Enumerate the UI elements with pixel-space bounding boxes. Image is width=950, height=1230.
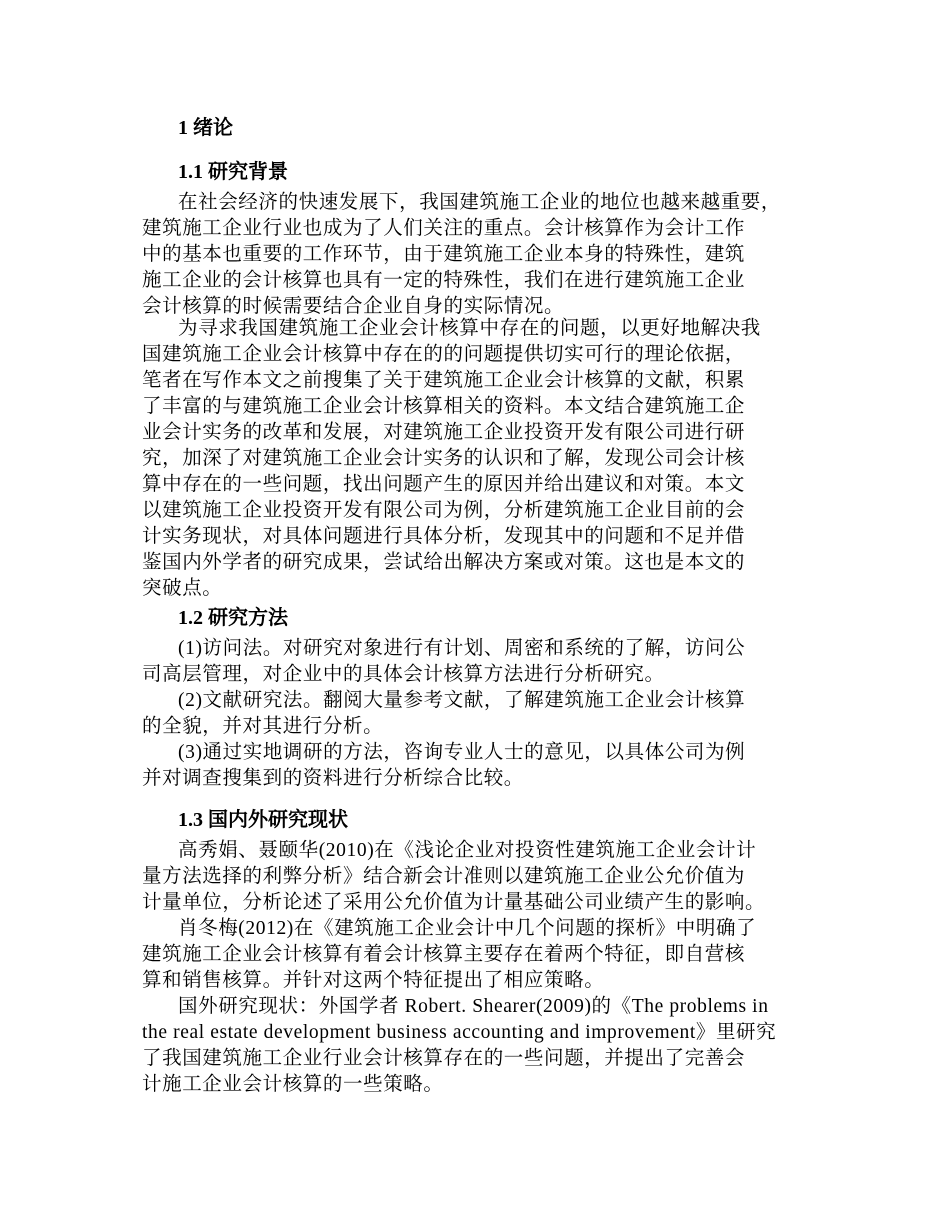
text-line: 算中存在的一些问题，找出问题产生的原因并给出建议和对策。本文: [142, 474, 746, 495]
text-line: 鉴国内外学者的研究成果，尝试给出解决方案或对策。这也是本文的: [142, 552, 746, 573]
section-heading-methods: 1.2 研究方法: [178, 607, 288, 629]
text-line: 会计核算的时候需要结合企业自身的实际情况。: [142, 296, 565, 317]
text-line: (1)访问法。对研究对象进行有计划、周密和系统的了解，访问公: [178, 638, 746, 659]
text-line: 建筑施工企业会计核算有着会计核算主要存在着两个特征，即自营核: [142, 944, 746, 965]
text-line: 量方法选择的利弊分析》结合新会计准则以建筑施工企业公允价值为: [142, 866, 746, 887]
section-heading-literature: 1.3 国内外研究现状: [178, 809, 348, 831]
paragraph-background-2: [142, 316, 822, 602]
text-line: 计实务现状，对具体问题进行具体分析，发现其中的问题和不足并借: [142, 526, 746, 547]
text-line: 司高层管理，对企业中的具体会计核算方法进行分析研究。: [142, 664, 665, 685]
text-line: 并对调查搜集到的资料进行分析综合比较。: [142, 768, 524, 789]
text-line: 究，加深了对建筑施工企业会计实务的认识和了解，发现公司会计核: [142, 448, 746, 469]
literature-paragraph-1: [142, 838, 822, 916]
text-line: 的全貌，并对其进行分析。: [142, 716, 384, 737]
text-line: 算和销售核算。并针对这两个特征提出了相应策略。: [142, 970, 605, 991]
literature-paragraph-2: [142, 916, 822, 994]
paragraph-background-1: [142, 190, 822, 320]
text-line: 国外研究现状：外国学者 Robert. Shearer(2009)的《The problems in: [178, 996, 769, 1017]
text-line: 了丰富的与建筑施工企业会计核算相关的资料。本文结合建筑施工企: [142, 396, 746, 417]
text-line: (3)通过实地调研的方法，咨询专业人士的意见，以具体公司为例: [178, 742, 746, 763]
method-item-2: [142, 688, 822, 740]
text-line: (2)文献研究法。翻阅大量参考文献，了解建筑施工企业会计核算: [178, 690, 746, 711]
section-heading-background: 1.1 研究背景: [178, 161, 288, 183]
method-item-1: [142, 636, 822, 688]
text-line: 中的基本也重要的工作环节，由于建筑施工企业本身的特殊性，建筑: [142, 244, 746, 265]
text-line: the real estate development business accounting and improvement》里研究: [142, 1022, 777, 1043]
text-line: 施工企业的会计核算也具有一定的特殊性，我们在进行建筑施工企业: [142, 270, 746, 291]
text-line: 计量单位，分析论述了采用公允价值为计量基础公司业绩产生的影响。: [142, 892, 766, 913]
text-line: 突破点。: [142, 578, 223, 599]
literature-paragraph-3: [142, 994, 822, 1098]
text-line: 笔者在写作本文之前搜集了关于建筑施工企业会计核算的文献，积累: [142, 370, 746, 391]
text-line: 业会计实务的改革和发展，对建筑施工企业投资开发有限公司进行研: [142, 422, 746, 443]
text-line: 国建筑施工企业会计核算中存在的的问题提供切实可行的理论依据，: [142, 344, 746, 365]
chapter-heading: 1 绪论: [178, 117, 233, 139]
text-line: 以建筑施工企业投资开发有限公司为例，分析建筑施工企业目前的会: [142, 500, 746, 521]
text-line: 肖冬梅(2012)在《建筑施工企业会计中几个问题的探析》中明确了: [178, 918, 757, 939]
text-line: 在社会经济的快速发展下，我国建筑施工企业的地位也越来越重要，: [178, 192, 782, 213]
text-line: 建筑施工企业行业也成为了人们关注的重点。会计核算作为会计工作: [142, 218, 746, 239]
text-line: 高秀娟、聂颐华(2010)在《浅论企业对投资性建筑施工企业会计计: [178, 840, 757, 861]
method-item-3: [142, 740, 822, 792]
text-line: 为寻求我国建筑施工企业会计核算中存在的问题，以更好地解决我: [178, 318, 761, 339]
text-line: 计施工企业会计核算的一些策略。: [142, 1074, 444, 1095]
text-line: 了我国建筑施工企业行业会计核算存在的一些问题，并提出了完善会: [142, 1048, 746, 1069]
